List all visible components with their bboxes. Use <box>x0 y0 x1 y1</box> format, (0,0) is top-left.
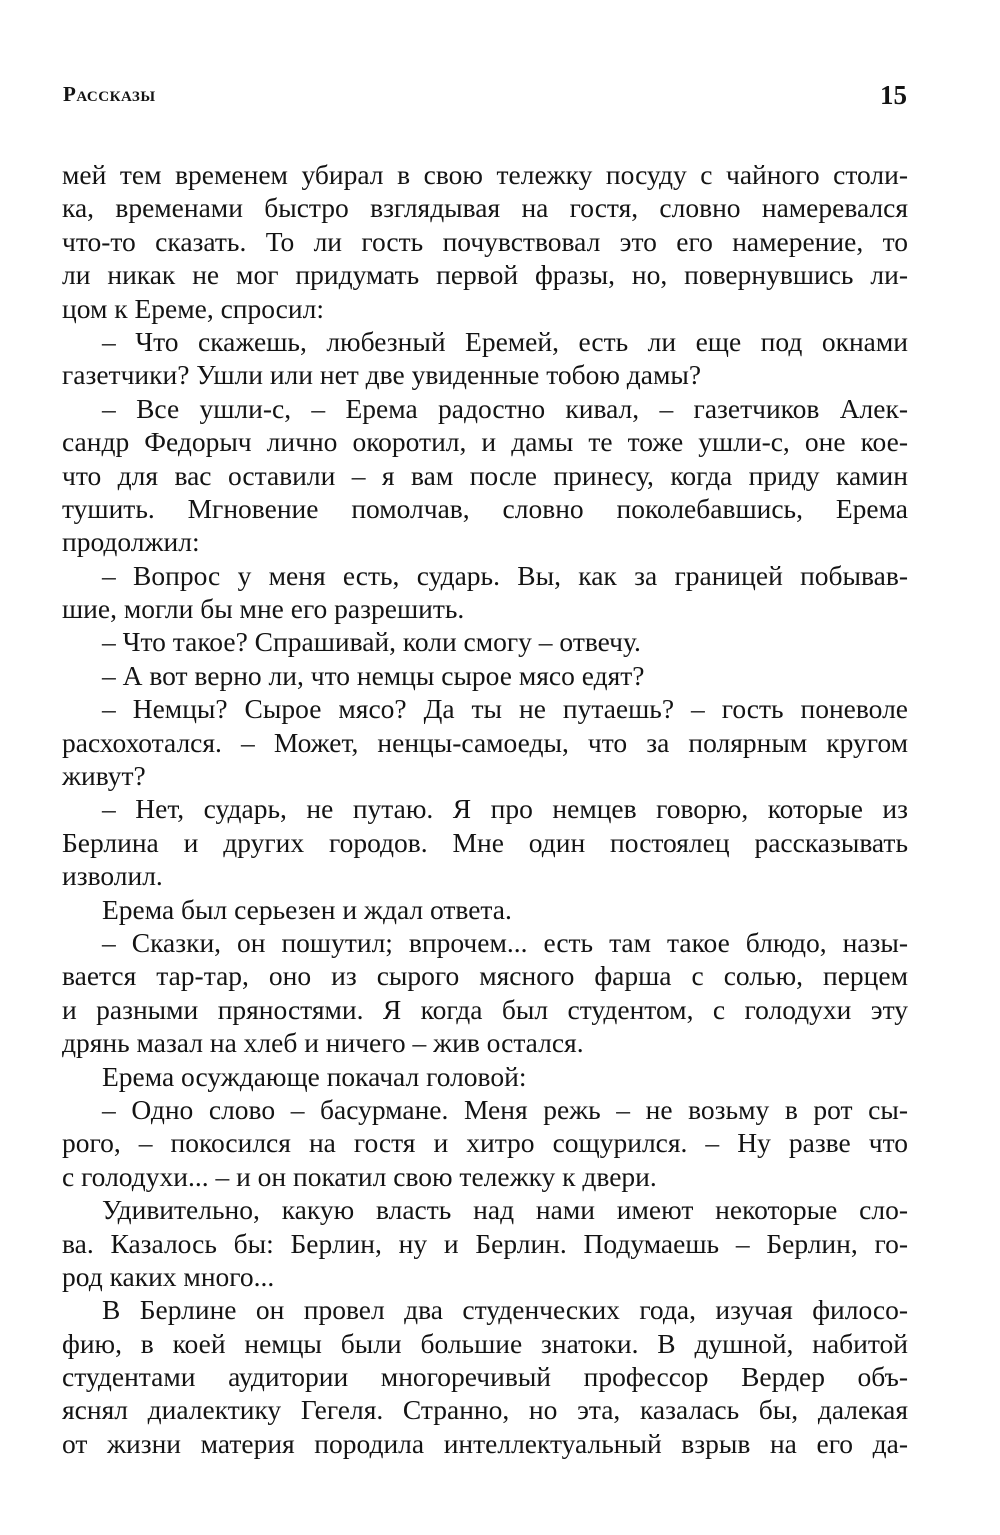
text-line: живут? <box>62 760 146 792</box>
text-line: – Немцы? Сырое мясо? Да ты не путаешь? – гость поневоле <box>102 693 908 725</box>
text-line: – Одно слово – басурмане. Меня режь – не возьму в рот сы- <box>102 1093 908 1125</box>
text-line: студентами аудитории многоречивый профессор Вердер объ- <box>62 1361 908 1393</box>
text-line: что для вас оставили – я вам после принесу, когда приду камин <box>62 459 908 491</box>
text-line: – Нет, сударь, не путаю. Я про немцев говорю, которые из <box>102 793 908 825</box>
text-line: ли никак не мог придумать первой фразы, но, повернувшись ли- <box>62 259 908 291</box>
text-line: и разными пряностями. Я когда был студентом, с голодухи эту <box>62 993 908 1025</box>
text-line: мей тем временем убирал в свою тележку посуду с чайного столи- <box>62 159 908 190</box>
text-line: что-то сказать. То ли гость почувствовал это его намерение, то <box>62 225 908 257</box>
text-line: – Что скажешь, любезный Еремей, есть ли еще под окнами <box>102 325 908 357</box>
text-line: шие, могли бы мне его разрешить. <box>62 593 465 625</box>
text-line: – Что такое? Спрашивай, коли смогу – отвечу. <box>102 626 641 658</box>
text-line: – Сказки, он пошутил; впрочем... есть там такое блюдо, назы- <box>102 926 908 958</box>
page-number: 15 <box>880 80 907 110</box>
text-line: яснял диалектику Гегеля. Странно, но эта, казалась бы, далекая <box>62 1394 908 1426</box>
text-line: вается тар-тар, оно из сырого мясного фарша с солью, перцем <box>62 960 908 992</box>
text-line: Берлина и других городов. Мне один постоялец рассказывать <box>62 826 908 858</box>
text-line: газетчики? Ушли или нет две увиденные тобою дамы? <box>62 359 702 391</box>
text-line: фию, в коей немцы были большие знатоки. В душной, набитой <box>62 1327 908 1359</box>
text-line: род каких много... <box>62 1260 275 1292</box>
text-line: дрянь мазал на хлеб и ничего – жив остался. <box>62 1027 584 1059</box>
text-line: Ерема осуждающе покачал головой: <box>102 1060 527 1092</box>
text-line: – Все ушли-с, – Ерема радостно кивал, – газетчиков Алек- <box>102 392 908 424</box>
text-line: рого, – покосился на гостя и хитро сощурился. – Ну разве что <box>62 1127 908 1159</box>
text-line: продолжил: <box>62 526 200 558</box>
text-line: ва. Казалось бы: Берлин, ну и Берлин. Подумаешь – Берлин, го- <box>62 1227 908 1259</box>
text-line: от жизни материя породила интеллектуальный взрыв на его да- <box>62 1427 908 1459</box>
running-head: Рассказы <box>63 82 156 106</box>
text-line: Ерема был серьезен и ждал ответа. <box>102 893 512 925</box>
text-line: цом к Ереме, спросил: <box>62 292 324 324</box>
body-text <box>62 158 908 1460</box>
text-line: с голодухи... – и он покатил свою тележку к двери. <box>62 1160 657 1192</box>
text-line: ка, временами быстро взглядывая на гостя, словно намеревался <box>62 192 908 224</box>
text-line: – Вопрос у меня есть, сударь. Вы, как за границей побывав- <box>102 559 908 591</box>
text-line: расхохотался. – Может, ненцы-самоеды, что за полярным кругом <box>62 726 908 758</box>
text-line: – А вот верно ли, что немцы сырое мясо едят? <box>102 659 645 691</box>
text-line: тушить. Мгновение помолчав, словно поколебавшись, Ерема <box>62 492 908 524</box>
text-line: изволил. <box>62 860 163 892</box>
text-line: Удивительно, какую власть над нами имеют некоторые сло- <box>102 1194 908 1226</box>
text-line: сандр Федорыч лично окоротил, и дамы те тоже ушли-с, оне кое- <box>62 426 908 458</box>
text-line: В Берлине он провел два студенческих года, изучая филосо- <box>102 1294 908 1326</box>
